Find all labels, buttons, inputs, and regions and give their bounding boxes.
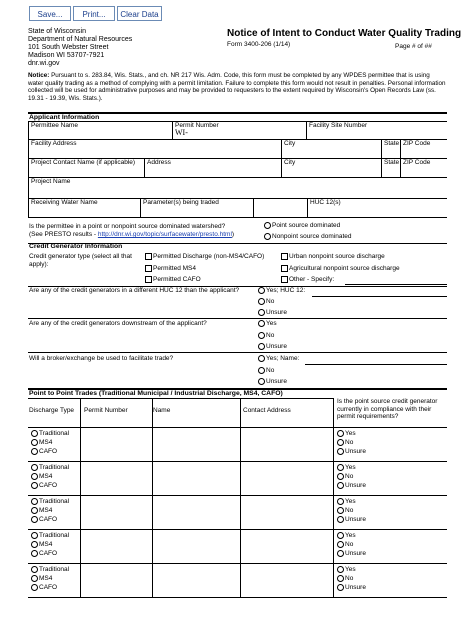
radio-discharge-cafo[interactable]: [31, 550, 57, 558]
agency-line: State of Wisconsin: [28, 28, 86, 35]
radio-label: No: [266, 298, 275, 306]
radio-icon: [31, 430, 38, 437]
radio-label: Unsure: [345, 550, 366, 558]
agency-line: Madison WI 53707-7921: [28, 52, 105, 59]
radio-discharge-traditional[interactable]: [31, 430, 69, 438]
agency-line: Department of Natural Resources: [28, 36, 133, 43]
radio-icon: [337, 498, 344, 505]
presto-link[interactable]: http://dnr.wi.gov/topic/surfacewater/presto.html: [97, 231, 232, 238]
name-input[interactable]: [153, 564, 239, 596]
radio-label: No: [266, 367, 275, 375]
radio-icon: [258, 343, 265, 350]
radio-label: Yes: [345, 430, 356, 438]
watershed-question-close: ): [231, 231, 235, 238]
col-header-compliance: Is the point source credit generator currently in compliance with their permit requirements?: [337, 398, 438, 420]
notice-text: Pursuant to s. 283.84, Wis. Stats., and ch. NR 217 Wis. Adm. Code, this form must be completed by any WPDES permittee that is using water quality trading as a method of complying with a permit limitation. Failure to complete this form would not result in penalties. Personal information collected will be used for administrative purposes and may be provided to requesters to the extent required by Wisconsin's Open Records Law (ss. 19.31 - 19.39, Wis. Stats.).: [28, 72, 446, 102]
radio-discharge-ms4[interactable]: [31, 473, 52, 481]
huc-field[interactable]: [307, 198, 447, 217]
radio-label: No: [345, 541, 354, 549]
print-button[interactable]: Print...: [73, 6, 115, 21]
notice-paragraph: [28, 72, 446, 102]
contact-address-input[interactable]: [241, 496, 332, 528]
checkbox-icon: [145, 276, 152, 283]
radio-huc-no[interactable]: [258, 298, 274, 306]
radio-compliance-no[interactable]: [337, 473, 353, 481]
radio-label: Unsure: [266, 378, 287, 386]
permit-number-input[interactable]: [81, 496, 151, 528]
radio-compliance-yes[interactable]: [337, 430, 356, 438]
name-input[interactable]: [153, 462, 239, 494]
watershed-question: [29, 223, 269, 239]
radio-icon: [337, 448, 344, 455]
radio-icon: [31, 532, 38, 539]
col-header-discharge-type: Discharge Type: [29, 407, 75, 414]
permit-number-input[interactable]: [81, 428, 151, 460]
radio-discharge-cafo[interactable]: [31, 482, 57, 490]
col-header-contact-address: Contact Address: [243, 407, 291, 414]
section-heading-p2p: Point to Point Trades (Traditional Municipal / Industrial Discharge, MS4, CAFO): [29, 390, 283, 397]
radio-discharge-ms4[interactable]: [31, 541, 52, 549]
radio-label: CAFO: [39, 448, 58, 456]
radio-discharge-traditional[interactable]: [31, 532, 69, 540]
table-divider: [28, 597, 447, 598]
state-field[interactable]: [381, 139, 400, 158]
radio-icon: [258, 378, 265, 385]
radio-compliance-unsure[interactable]: [337, 516, 366, 524]
radio-compliance-no[interactable]: [337, 439, 353, 447]
permit-prefix: WI-: [175, 128, 188, 137]
zip-label: ZIP Code: [403, 140, 431, 147]
radio-label: Unsure: [345, 584, 366, 592]
receiving-water-field[interactable]: [28, 198, 140, 217]
radio-label: No: [266, 332, 275, 340]
permit-number-input[interactable]: [81, 564, 151, 596]
zip-field[interactable]: [400, 139, 447, 158]
radio-label: CAFO: [39, 584, 58, 592]
radio-nonpoint-source[interactable]: [264, 233, 352, 241]
radio-discharge-ms4[interactable]: [31, 575, 52, 583]
radio-downstream-no[interactable]: [258, 332, 274, 340]
radio-discharge-traditional[interactable]: [31, 498, 69, 506]
radio-label: CAFO: [39, 516, 58, 524]
contact-address-input[interactable]: [241, 530, 332, 562]
project-contact-label: Project Contact Name (if applicable): [31, 159, 136, 166]
radio-icon: [337, 439, 344, 446]
contact-address-label: Address: [147, 159, 171, 166]
radio-icon: [258, 355, 265, 362]
contact-address-input[interactable]: [241, 462, 332, 494]
radio-label: Yes: [345, 464, 356, 472]
radio-icon: [258, 332, 265, 339]
radio-label: CAFO: [39, 482, 58, 490]
radio-icon: [31, 566, 38, 573]
checkbox-label: Other - Specify:: [289, 276, 335, 284]
radio-icon: [31, 516, 38, 523]
state-label: State: [384, 140, 400, 147]
checkbox-urban-nonpoint[interactable]: [281, 253, 385, 261]
agency-line: dnr.wi.gov: [28, 60, 60, 67]
checkbox-label: Permitted MS4: [153, 265, 196, 273]
facility-site-number-label: Facility Site Number: [309, 122, 368, 129]
radio-compliance-unsure[interactable]: [337, 550, 366, 558]
radio-label: MS4: [39, 473, 53, 481]
radio-icon: [337, 575, 344, 582]
checkbox-other[interactable]: [281, 276, 334, 284]
radio-compliance-no[interactable]: [337, 575, 353, 583]
permittee-name-field[interactable]: [28, 121, 172, 139]
radio-broker-no[interactable]: [258, 367, 274, 375]
watershed-question-text2: (See PRESTO results -: [29, 231, 98, 238]
radio-discharge-ms4[interactable]: [31, 439, 52, 447]
radio-label: No: [345, 439, 354, 447]
broker-question: Will a broker/exchange be used to facilitate trade?: [29, 355, 174, 362]
radio-icon: [258, 309, 265, 316]
radio-label: MS4: [39, 507, 53, 515]
contact-address-field[interactable]: [144, 158, 281, 177]
city-field[interactable]: [281, 139, 381, 158]
radio-icon: [31, 584, 38, 591]
radio-icon: [31, 507, 38, 514]
watershed-question-text: Is the permittee in a point or nonpoint source dominated watershed?: [29, 223, 226, 230]
radio-icon: [337, 550, 344, 557]
radio-compliance-yes[interactable]: [337, 532, 356, 540]
radio-label: Yes: [345, 566, 356, 574]
radio-icon: [337, 464, 344, 471]
radio-point-source[interactable]: [264, 222, 340, 230]
radio-label: No: [345, 507, 354, 515]
checkbox-permitted-cafo[interactable]: [145, 276, 201, 284]
receiving-water-label: Receiving Water Name: [31, 199, 98, 206]
checkbox-icon: [145, 265, 152, 272]
huc12-input[interactable]: [312, 296, 447, 297]
section-heading-applicant: Applicant Information: [29, 114, 100, 121]
radio-compliance-unsure[interactable]: [337, 584, 366, 592]
section-heading-generator: Credit Generator Information: [29, 243, 123, 250]
radio-icon: [31, 575, 38, 582]
radio-compliance-no[interactable]: [337, 507, 353, 515]
permittee-name-label: Permittee Name: [31, 122, 78, 129]
name-input[interactable]: [153, 496, 239, 528]
radio-label: Unsure: [266, 343, 287, 351]
radio-label: Yes; HUC 12:: [266, 287, 306, 295]
contact-zip-field[interactable]: [400, 158, 447, 177]
radio-compliance-yes[interactable]: [337, 464, 356, 472]
radio-discharge-cafo[interactable]: [31, 516, 57, 524]
radio-label: Unsure: [345, 448, 366, 456]
radio-compliance-unsure[interactable]: [337, 482, 366, 490]
name-input[interactable]: [153, 428, 239, 460]
contact-address-input[interactable]: [241, 428, 332, 460]
radio-icon: [337, 507, 344, 514]
radio-discharge-ms4[interactable]: [31, 507, 52, 515]
radio-label: Traditional: [39, 532, 70, 540]
huc-question: Are any of the credit generators in a different HUC 12 than the applicant?: [29, 287, 240, 294]
radio-label: Traditional: [39, 498, 70, 506]
radio-label: Traditional: [39, 566, 70, 574]
save-button[interactable]: Save...: [29, 6, 71, 21]
contact-city-label: City: [284, 159, 296, 166]
radio-label: Unsure: [266, 309, 287, 317]
agency-block: [28, 28, 132, 68]
downstream-question: Are any of the credit generators downstream of the applicant?: [29, 320, 207, 327]
radio-label: Traditional: [39, 430, 70, 438]
radio-broker-yes[interactable]: [258, 355, 299, 363]
radio-icon: [337, 584, 344, 591]
checkbox-icon: [145, 253, 152, 260]
page-number: Page # of ##: [395, 43, 432, 50]
notice-label: Notice:: [28, 72, 50, 79]
permit-number-input[interactable]: [81, 462, 151, 494]
radio-label: Point source dominated: [272, 222, 341, 230]
radio-label: Yes: [345, 532, 356, 540]
checkbox-label: Permitted CAFO: [153, 276, 201, 284]
checkbox-icon: [281, 276, 288, 283]
radio-icon: [337, 516, 344, 523]
radio-icon: [31, 498, 38, 505]
form-number: Form 3400-206 (1/14): [227, 41, 291, 48]
radio-icon: [31, 439, 38, 446]
radio-label: Unsure: [345, 482, 366, 490]
radio-label: Traditional: [39, 464, 70, 472]
huc-label: HUC 12(s): [310, 199, 341, 206]
project-contact-field[interactable]: [28, 158, 144, 177]
radio-label: Nonpoint source dominated: [272, 233, 352, 241]
broker-name-input[interactable]: [305, 364, 447, 365]
radio-downstream-yes[interactable]: [258, 320, 277, 328]
radio-huc-unsure[interactable]: [258, 309, 287, 317]
radio-icon: [337, 482, 344, 489]
permit-number-field[interactable]: [172, 121, 306, 139]
radio-icon: [31, 473, 38, 480]
contact-city-field[interactable]: [281, 158, 381, 177]
form-title: Notice of Intent to Conduct Water Quality Trading: [227, 28, 462, 39]
radio-compliance-unsure[interactable]: [337, 448, 366, 456]
col-header-permit-number: Permit Number: [84, 407, 128, 414]
radio-discharge-cafo[interactable]: [31, 448, 57, 456]
radio-icon: [31, 482, 38, 489]
permit-number-input[interactable]: [81, 530, 151, 562]
radio-label: No: [345, 575, 354, 583]
checkbox-icon: [281, 265, 288, 272]
radio-downstream-unsure[interactable]: [258, 343, 287, 351]
facility-site-number-field[interactable]: [306, 121, 447, 139]
checkbox-agricultural-nonpoint[interactable]: [281, 265, 400, 273]
radio-icon: [31, 448, 38, 455]
radio-icon: [264, 233, 271, 240]
col-header-name: Name: [153, 407, 171, 414]
radio-icon: [258, 320, 265, 327]
radio-broker-unsure[interactable]: [258, 378, 287, 386]
checkbox-label: Permitted Discharge (non-MS4/CAFO): [153, 253, 265, 261]
radio-label: MS4: [39, 541, 53, 549]
contact-address-input[interactable]: [241, 564, 332, 596]
radio-label: MS4: [39, 575, 53, 583]
permit-number-label: Permit Number: [175, 122, 219, 129]
radio-label: Yes: [266, 320, 277, 328]
radio-icon: [258, 298, 265, 305]
clear-data-button[interactable]: Clear Data: [117, 6, 162, 21]
radio-icon: [337, 532, 344, 539]
contact-state-field[interactable]: [381, 158, 400, 177]
radio-discharge-traditional[interactable]: [31, 464, 69, 472]
radio-label: MS4: [39, 439, 53, 447]
facility-address-label: Facility Address: [31, 140, 77, 147]
checkbox-permitted-discharge[interactable]: [145, 253, 264, 261]
parameter-extra-field[interactable]: [253, 198, 307, 217]
radio-compliance-yes[interactable]: [337, 498, 356, 506]
radio-label: CAFO: [39, 550, 58, 558]
checkbox-icon: [281, 253, 288, 260]
radio-label: No: [345, 473, 354, 481]
radio-label: Yes: [345, 498, 356, 506]
project-name-field[interactable]: [28, 177, 447, 198]
radio-icon: [337, 541, 344, 548]
facility-address-field[interactable]: [28, 139, 281, 158]
checkbox-label: Agricultural nonpoint source discharge: [289, 265, 400, 273]
radio-huc-yes[interactable]: [258, 287, 305, 295]
radio-icon: [31, 550, 38, 557]
checkbox-label: Urban nonpoint source discharge: [289, 253, 385, 261]
city-label: City: [284, 140, 296, 147]
radio-icon: [31, 541, 38, 548]
radio-icon: [337, 430, 344, 437]
project-name-label: Project Name: [31, 178, 71, 185]
contact-state-label: State: [384, 159, 400, 166]
radio-icon: [337, 566, 344, 573]
contact-zip-label: ZIP Code: [403, 159, 431, 166]
parameter-label: Parameter(s) being traded: [143, 199, 219, 206]
agency-line: 101 South Webster Street: [28, 44, 109, 51]
name-input[interactable]: [153, 530, 239, 562]
radio-label: Yes; Name:: [266, 355, 300, 363]
radio-icon: [337, 473, 344, 480]
radio-icon: [31, 464, 38, 471]
radio-icon: [264, 222, 271, 229]
radio-icon: [258, 287, 265, 294]
parameter-field[interactable]: [140, 198, 253, 217]
checkbox-permitted-ms4[interactable]: [145, 265, 196, 273]
radio-icon: [258, 367, 265, 374]
radio-label: Unsure: [345, 516, 366, 524]
other-specify-input[interactable]: [345, 284, 447, 285]
radio-discharge-traditional[interactable]: [31, 566, 69, 574]
radio-compliance-yes[interactable]: [337, 566, 356, 574]
radio-compliance-no[interactable]: [337, 541, 353, 549]
radio-discharge-cafo[interactable]: [31, 584, 57, 592]
generator-type-question: Credit generator type (select all that apply):: [29, 253, 132, 268]
